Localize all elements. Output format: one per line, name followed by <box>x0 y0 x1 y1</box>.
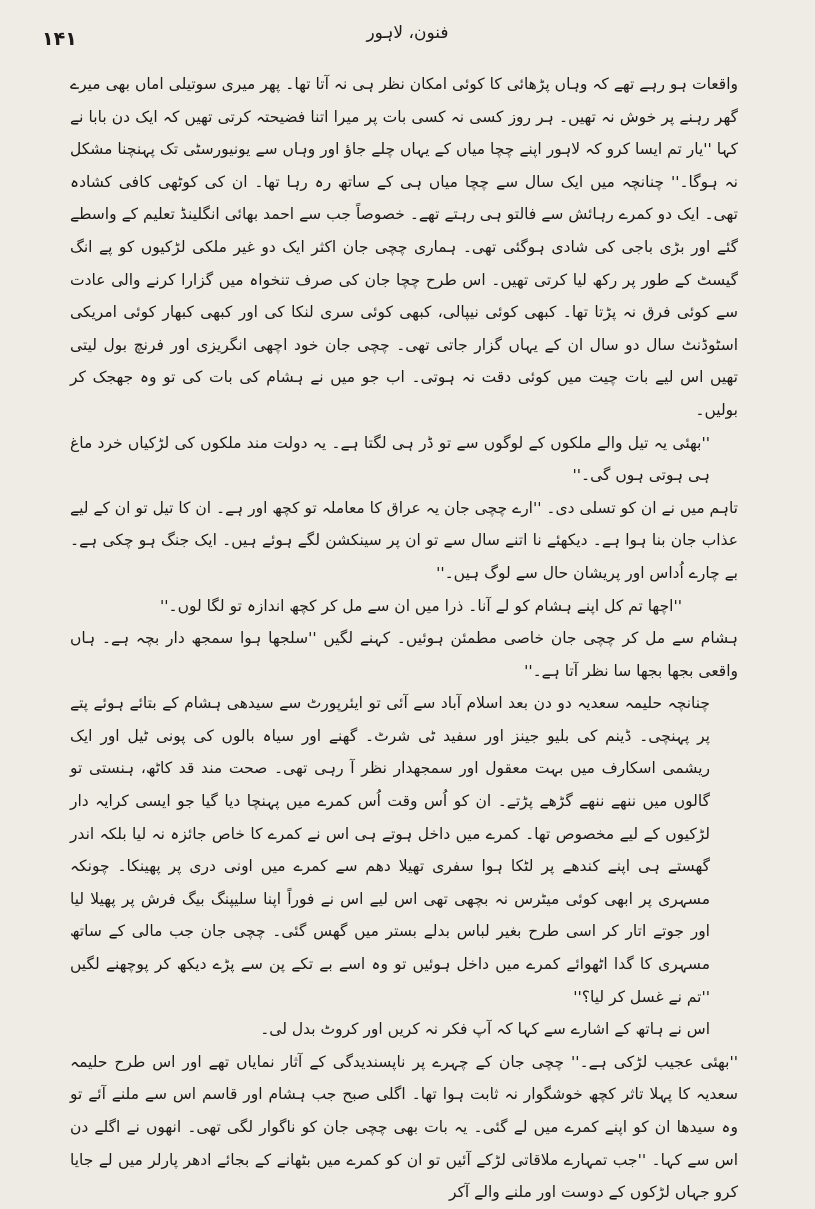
page-header <box>0 18 815 52</box>
running-title: فنون، لاہور <box>366 23 449 43</box>
paragraph: تاہم میں نے ان کو تسلی دی۔ ''ارے چچی جان یہ عراق کا معاملہ تو کچھ اور ہے۔ ان کا تیل تو ان کے لیے عذاب جان بنا ہوا ہے۔ دیکھئے نا اتنے سال سے تو ان پر سینکشن لگے ہوئے ہیں۔ ایک جنگ ہو چکی ہے۔ بے چارے اُداس اور پریشان حال سے لوگ ہیں۔'' <box>70 498 738 582</box>
page-number: ۱۴۱ <box>42 28 77 50</box>
paragraph: چنانچہ حلیمہ سعدیہ دو دن بعد اسلام آباد سے آئی تو ایئرپورٹ سے سیدھی ہشام کے بتائے ہوئے پتے پر پہنچی۔ ڈینم کی بلیو جینز اور سفید ٹی شرٹ۔ گھنے اور سیاہ بالوں کی پونی ٹیل اور ایک ریشمی اسکارف میں بہت معقول اور سمجھدار نظر آ رہی تھی۔ صحت مند قد کاٹھ، ہنستی تو گالوں میں ننھے ننھے گڑھے پڑتے۔ ان کو اُس وقت اُس کمرے میں پہنچا دیا گیا جو ایسی کرایہ دار لڑکیوں کے لیے مخصوص تھا۔ کمرے میں داخل ہوتے ہی اس نے کمرے کا خاص جائزہ نہ لیا بلکہ اندر گھستے ہی اپنے کندھے پر لٹکا ہوا سفری تھیلا دھم سے کمرے میں اونی دری پر پھینکا۔ چونکہ مسہری پر ابھی کوئی میٹرس نہ بچھی تھی اس لیے اس نے فوراً اپنا سلیپنگ بیگ فرش پر پھیلا لیا اور جوتے اتار کر اسی طرح بغیر لباس بدلے بستر میں گھس گئی۔ چچی جان جب مالی کے ساتھ مسہری کا گدا اٹھوائے کمرے میں داخل ہوئیں تو وہ اسے بے تکے پن سے پڑے دیکھ کر پوچھنے لگیں ''تم نے غسل کر لیا؟'' <box>70 694 710 1006</box>
paragraph: ''اچھا تم کل اپنے ہشام کو لے آنا۔ ذرا میں ان سے مل کر کچھ اندازہ تو لگا لوں۔'' <box>160 596 682 615</box>
paragraph: ''بھئی عجیب لڑکی ہے۔'' چچی جان کے چہرے پر ناپسندیدگی کے آثار نمایاں تھے اور اس طرح حلیمہ سعدیہ کا پہلا تاثر کچھ خوشگوار نہ ثابت ہوا تھا۔ اگلی صبح جب ہشام اور قاسم اس سے ملنے آئے تو وہ سیدھا ان کو اپنے کمرے میں لے گئی۔ یہ بات بھی چچی جان کو ناگوار لگی تھی۔ انھوں نے اگلے دن اس سے کہا۔ ''جب تمہارے ملاقاتی لڑکے آئیں تو ان کو کمرے میں بٹھانے کے بجائے ادھر پارلر میں لے جایا کرو جہاں لڑکوں کے دوست اور ملنے والے آکر <box>70 1052 738 1202</box>
paragraph: ہشام سے مل کر چچی جان خاصی مطمئن ہوئیں۔ کہنے لگیں ''سلجھا ہوا سمجھ دار بچہ ہے۔ ہاں واقعی بجھا بجھا سا نظر آتا ہے۔'' <box>70 629 738 680</box>
paragraph: واقعات ہو رہے تھے کہ وہاں پڑھائی کا کوئی امکان نظر ہی نہ آتا تھا۔ پھر میری سوتیلی اماں بھی میرے گھر رہنے پر خوش نہ تھیں۔ ہر روز کسی نہ کسی بات پر میرا اتنا فضیحتہ کرتی تھیں کہ ایک دن بابا نے کہا ''یار تم ایسا کرو کہ لاہور اپنے چچا میاں کے یہاں چلے جاؤ اور وہاں سے یونیورسٹی تک پہنچنا مشکل نہ ہوگا۔'' چنانچہ میں ایک سال سے چچا میاں ہی کے ساتھ رہ رہا تھا۔ ان کی کوٹھی کافی کشادہ تھی۔ ایک دو کمرے رہائش سے فالتو ہی رہتے تھے۔ خصوصاً جب سے احمد بھائی انگلینڈ تعلیم کے واسطے گئے اور بڑی باجی کی شادی ہوگئی تھی۔ ہماری چچی جان اکثر ایک دو غیر ملکی لڑکیوں کو پے انگ گیسٹ کے طور پر رکھ لیا کرتی تھیں۔ اس طرح چچا جان کی صرف تنخواہ میں گزارا کرنے والی عادت سے کوئی فرق نہ پڑتا تھا۔ کبھی کوئی نیپالی، کبھی کوئی سری لنکا کی اور کبھی کبھار کوئی امریکی اسٹوڈنٹ سال دو سال ان کے یہاں گزار جاتی تھی۔ چچی جان خود اچھی انگریزی اور فرنچ بول لیتی تھیں اس لیے بات چیت میں کوئی دقت نہ ہوتی۔ اب جو میں نے ہشام کی بات کی تو وہ جھجک کر بولیں۔ <box>70 75 738 419</box>
page-body <box>70 68 738 1202</box>
paragraph: ''بھئی یہ تیل والے ملکوں کے لوگوں سے تو ڈر ہی لگتا ہے۔ یہ دولت مند ملکوں کی لڑکیاں خرد ماغ ہی ہوتی ہوں گی۔'' <box>70 433 710 485</box>
paragraph: اس نے ہاتھ کے اشارے سے کہا کہ آپ فکر نہ کریں اور کروٹ بدل لی۔ <box>260 1020 710 1039</box>
